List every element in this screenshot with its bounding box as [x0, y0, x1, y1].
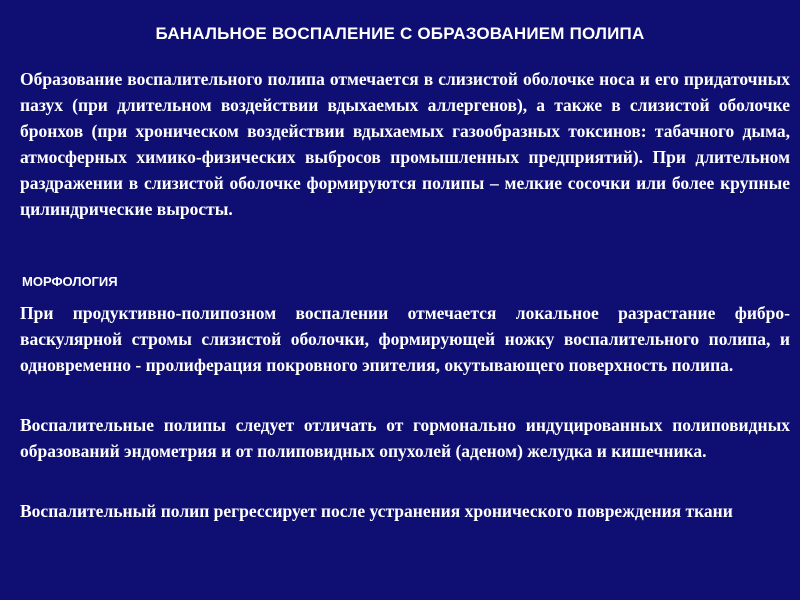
morphology-paragraph-2: Воспалительные полипы следует отличать от гормонально индуцированных полиповидных образований эндометрия и от полиповидных опухолей (аденом) желудка и кишечника.: [20, 415, 790, 461]
slide-title: БАНАЛЬНОЕ ВОСПАЛЕНИЕ С ОБРАЗОВАНИЕМ ПОЛИПА: [155, 24, 645, 43]
section-heading: МОРФОЛОГИЯ: [22, 274, 118, 289]
morphology-paragraph-1: При продуктивно-полипозном воспалении отмечается локальное разрастание фибро-васкулярной стромы слизистой оболочки, формирующей ножку воспалительного полипа, и одновременно - пролиферация покровного эпителия, окутывающего поверхность полипа.: [20, 303, 790, 375]
morphology-paragraph-3: Воспалительный полип регрессирует после устранения хронического повреждения ткани: [20, 501, 733, 521]
intro-paragraph: Образование воспалительного полипа отмечается в слизистой оболочке носа и его придаточных пазух (при длительном воздействии вдыхаемых аллергенов), а также в слизистой оболочке бронхов (при хроническом воздействии вдыхаемых газообразных токсинов: табачного дыма, атмосферных химико-физических выбросов промышленных предприятий). При длительном раздражении в слизистой оболочке формируются полипы – мелкие сосочки или более крупные цилиндрические выросты.: [20, 69, 790, 219]
